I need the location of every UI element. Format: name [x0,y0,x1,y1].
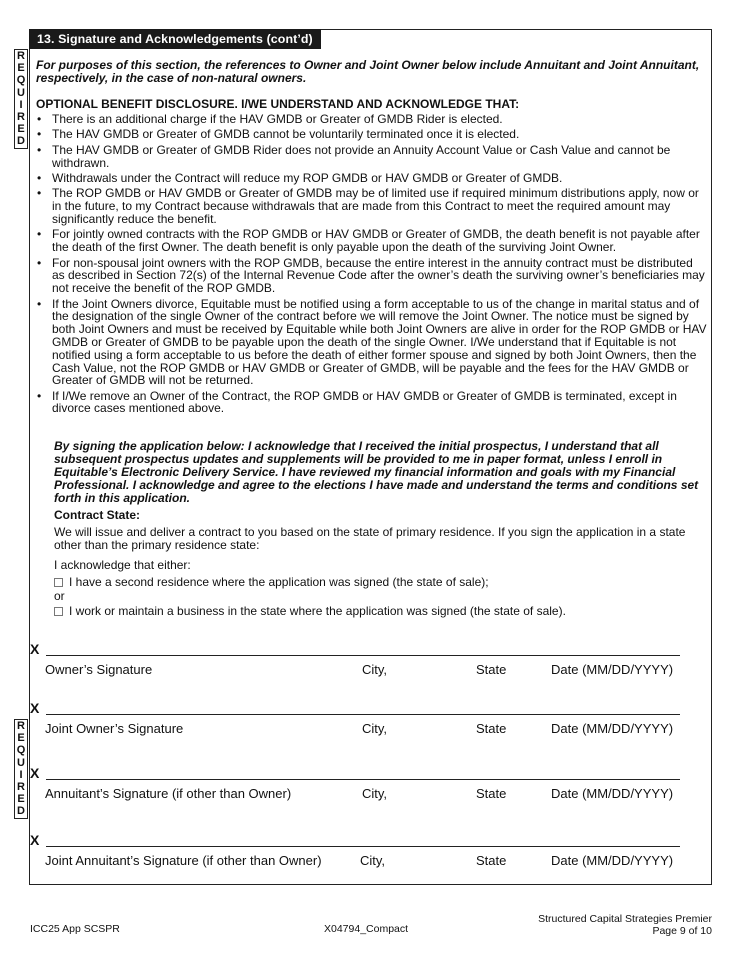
footer-form-id: ICC25 App SCSPR [30,923,120,935]
annuitant-signature-row [30,765,680,805]
required-letter: U [17,86,25,99]
signature-label: Owner’s Signature [45,662,153,677]
list-item-text: For non-spousal joint owners with the ROP GMDB, because the entire interest in the annuity contract must be distributed as described in Section 72(s) of the Internal Revenue Code after the owner’s death the surviving owner’s beneficiaries may not receive the benefit of the ROP GMDB. [52,255,705,296]
list-item [36,390,708,416]
joint-owner-signature-row [30,700,680,740]
second-residence-checkbox[interactable] [54,578,63,587]
list-item [36,257,708,295]
date-label: Date (MM/DD/YYYY) [551,721,674,736]
signature-x-mark: X [30,700,40,716]
required-letter: R [17,781,25,794]
signature-label: Annuitant’s Signature (if other than Owner) [45,786,292,801]
list-item [36,172,708,185]
list-item [36,187,708,225]
owner-signature-row [30,641,680,681]
signature-label: Joint Annuitant’s Signature (if other than Owner) [45,853,322,868]
annuitant-signature-line[interactable] [46,779,680,780]
date-label: Date (MM/DD/YYYY) [551,662,674,677]
joint-owner-signature-line[interactable] [46,714,680,715]
required-marker-top [14,49,28,149]
bullet-icon: • [37,142,42,157]
bullet-icon: • [37,227,42,242]
required-letter: D [17,135,25,148]
required-letter: E [17,732,25,745]
section-title: 13. Signature and Acknowledgements (cont’d) [29,29,321,49]
list-item-text: If the Joint Owners divorce, Equitable must be notified using a form acceptable to us of the change in marital status and of the designation of the single Owner of the contract before we will remove the Joint Owner. The notice must be signed by both Joint Owners and must be received by Equitable while both Joint Owners are alive in order for the ROP GMDB or HAV GMDB or Greater of GMDB to be payable upon the death of the single Owner. I/We understand that if Equitable is not notified using a form acceptable to us before the death of either former spouse and signed by both Joint Owners, then the Cash Value, not the ROP GMDB or HAV GMDB or Greater of GMDB, will be payable and the fees for the HAV GMDB or Greater of GMDB will not be returned. [52,296,707,388]
list-item-text: Withdrawals under the Contract will reduce my ROP GMDB or HAV GMDB or Greater of GMDB. [52,170,563,185]
required-letter: E [17,793,25,806]
disclosure-heading: OPTIONAL BENEFIT DISCLOSURE. I/WE UNDERSTAND AND ACKNOWLEDGE THAT: [36,97,520,111]
signature-x-mark: X [30,832,40,848]
bullet-icon: • [37,170,42,185]
signature-label: Joint Owner’s Signature [45,721,184,736]
city-label: City, [362,721,388,736]
list-item-text: The ROP GMDB or HAV GMDB or Greater of GMDB may be of limited use if required minimum distributions apply, now or in the future, to my Contract because withdrawals that are made from this Contract to meet the required amount may significantly reduce the benefit. [52,186,699,226]
disclosure-list [36,113,708,418]
list-item [36,128,708,141]
signing-statement: By signing the application below: I acknowledge that I received the initial prospectus, I understand that all subsequent prospectus updates and supplements will be provided to me in paper format, unless I enroll in Equitable’s Electronic Delivery Service. I have reviewed my financial information and goals with my Financial Professional. I acknowledge and agree to the elections I have made and understand the terms and conditions set forth in this application. [54,439,699,505]
list-item [36,228,708,254]
bullet-icon: • [37,186,42,201]
bullet-icon: • [37,296,42,311]
date-label: Date (MM/DD/YYYY) [551,853,674,868]
required-letter: I [19,768,23,781]
signature-x-mark: X [30,641,40,657]
city-label: City, [362,662,388,677]
required-letter: D [17,805,25,818]
business-checkbox[interactable] [54,607,63,616]
contract-state-heading: Contract State: [54,508,141,522]
state-label: State [476,662,507,677]
required-letter: I [19,98,23,111]
joint-annuitant-signature-row [30,832,680,872]
footer-form-code: X04794_Compact [324,923,409,935]
required-letter: E [17,123,25,136]
list-item-text: The HAV GMDB or Greater of GMDB cannot be voluntarily terminated once it is elected. [52,127,520,142]
date-label: Date (MM/DD/YYYY) [551,786,674,801]
state-label: State [476,853,507,868]
list-item-text: There is an additional charge if the HAV GMDB or Greater of GMDB Rider is elected. [52,112,503,126]
list-item [36,298,708,388]
required-letter: R [17,50,25,62]
required-letter: Q [16,744,26,757]
list-item [36,144,708,170]
option-label: I work or maintain a business in the state where the application was signed (the state of sale). [69,604,566,618]
signature-x-mark: X [30,765,40,781]
acknowledge-text: I acknowledge that either: [54,558,191,572]
required-letter: Q [16,74,26,87]
owner-signature-line[interactable] [46,655,680,656]
joint-annuitant-signature-line[interactable] [46,846,680,847]
option-business [54,604,566,618]
required-letter: R [17,720,25,732]
required-letter: E [17,62,25,75]
bullet-icon: • [37,388,42,403]
option-label: I have a second residence where the application was signed (the state of sale); [69,575,489,589]
list-item [36,113,708,126]
footer-product-name: Structured Capital Strategies Premier [538,913,712,925]
or-text: or [54,589,65,603]
bullet-icon: • [37,255,42,270]
intro-note: For purposes of this section, the references to Owner and Joint Owner below include Annuitant and Joint Annuitant, respectively, in the case of non-natural owners. [36,58,700,86]
city-label: City, [362,786,388,801]
list-item-text: For jointly owned contracts with the ROP GMDB or HAV GMDB or Greater of GMDB, the death benefit is not payable after the death of the first Owner. The death benefit is only payable upon the death of the surviving Joint Owner. [52,227,700,255]
list-item-text: The HAV GMDB or Greater of GMDB Rider does not provide an Annuity Account Value or Cash Value and cannot be withdrawn. [52,142,671,170]
state-label: State [476,786,507,801]
city-label: City, [360,853,386,868]
state-label: State [476,721,507,736]
required-letter: R [17,111,25,124]
footer-product [538,913,712,937]
required-letter: U [17,756,25,769]
bullet-icon: • [37,112,42,126]
contract-state-text: We will issue and deliver a contract to you based on the state of primary residence. If you sign the application in a state other than the primary residence state: [54,525,686,553]
required-marker-bottom [14,719,28,819]
list-item-text: If I/We remove an Owner of the Contract, the ROP GMDB or HAV GMDB or Greater of GMDB is terminated, except in divorce cases mentioned above. [52,388,677,416]
footer-page-number: Page 9 of 10 [652,925,712,937]
bullet-icon: • [37,127,42,142]
option-second-residence [54,575,489,589]
